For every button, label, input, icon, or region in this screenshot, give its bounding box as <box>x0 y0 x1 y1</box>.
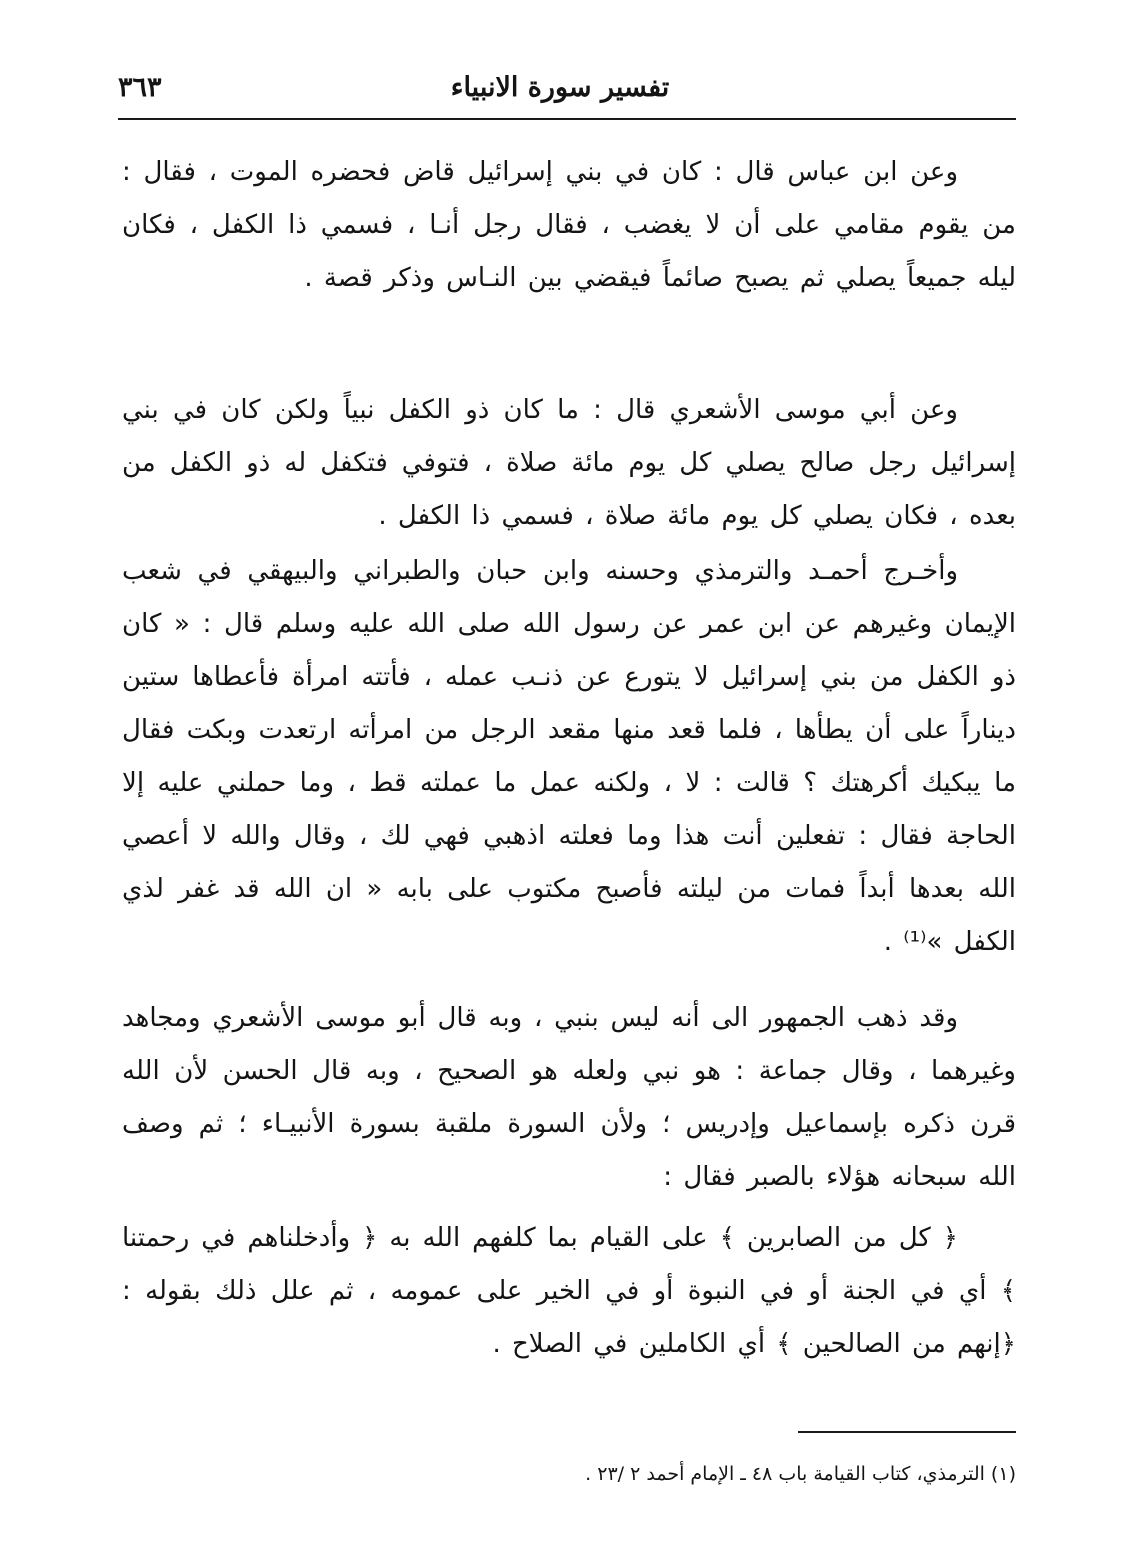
paragraph: وقد ذهب الجمهور الى أنه ليس بنبي ، وبه قال أبو موسى الأشعري ومجاهد وغيرهما ، وقال جماعة : هو نبي ولعله هو الصحيح ، وبه قال الحسن لأن الله قرن ذكره بإسماعيل وإدريس ؛ ولأن السورة ملقبة بسورة الأنبيـاء ؛ ثم وصف الله سبحانه هؤلاء بالصبر فقال : <box>122 1003 1016 1192</box>
page-number: ٣٦٣ <box>118 72 162 103</box>
paragraph: وعن أبي موسى الأشعري قال : ما كان ذو الكفل نبياً ولكن كان في بني إسرائيل رجل صالح يصلي كل يوم مائة صلاة ، فتوفي فتكفل له ذو الكفل من بعده ، فكان يصلي كل يوم مائة صلاة ، فسمي ذا الكفل . <box>122 395 1016 531</box>
header-rule <box>118 118 1016 120</box>
paragraph: وعن ابن عباس قال : كان في بني إسرائيل قاض فحضره الموت ، فقال : من يقوم مقامي على أن لا يغضب ، فقال رجل أنـا ، فسمي ذا الكفل ، فكان ليله جميعاً يصلي ثم يصبح صائماً فيقضي بين النـاس وذكر قصة . <box>122 157 1016 293</box>
paragraph: ﴿ كل من الصابرين ﴾ على القيام بما كلفهم الله به ﴿ وأدخلناهم في رحمتنا ﴾ أي في الجنة أو في النبوة أو في الخير على عمومه ، ثم علل ذلك بقوله : ﴿إنهم من الصالحين ﴾ أي الكاملين في الصلاح . <box>122 1223 1016 1359</box>
paragraph: وأخـرج أحمـد والترمذي وحسنه وابن حبان والطبراني والبيهقي في شعب الإيمان وغيرهم عن ابن عمر عن رسول الله صلى الله عليه وسلم قال : « كان ذو الكفل من بني إسرائيل لا يتورع عن ذنـب عمله ، فأتته امرأة فأعطاها ستين ديناراً على أن يطأها ، فلما قعد منها مقعد الرجل من امرأته ارتعدت وبكت فقال ما يبكيك أكرهتك ؟ قالت : لا ، ولكنه عمل ما عملته قط ، وما حملني عليه إلا الحاجة فقال : تفعلين أنت هذا وما فعلته اذهبي فهي لك ، وقال والله لا أعصي الله بعدها أبداً فمات من ليلته فأصبح مكتوب على بابه « ان الله قد غفر لذي الكفل »⁽¹⁾ . <box>122 556 1016 957</box>
footnote-rule <box>798 1431 1016 1433</box>
footnote: (١) الترمذي، كتاب القيامة باب ٤٨ ـ الإمام أحمد ٢ /٢٣ . <box>585 1463 1016 1485</box>
running-title: تفسير سورة الانبياء <box>450 72 670 103</box>
